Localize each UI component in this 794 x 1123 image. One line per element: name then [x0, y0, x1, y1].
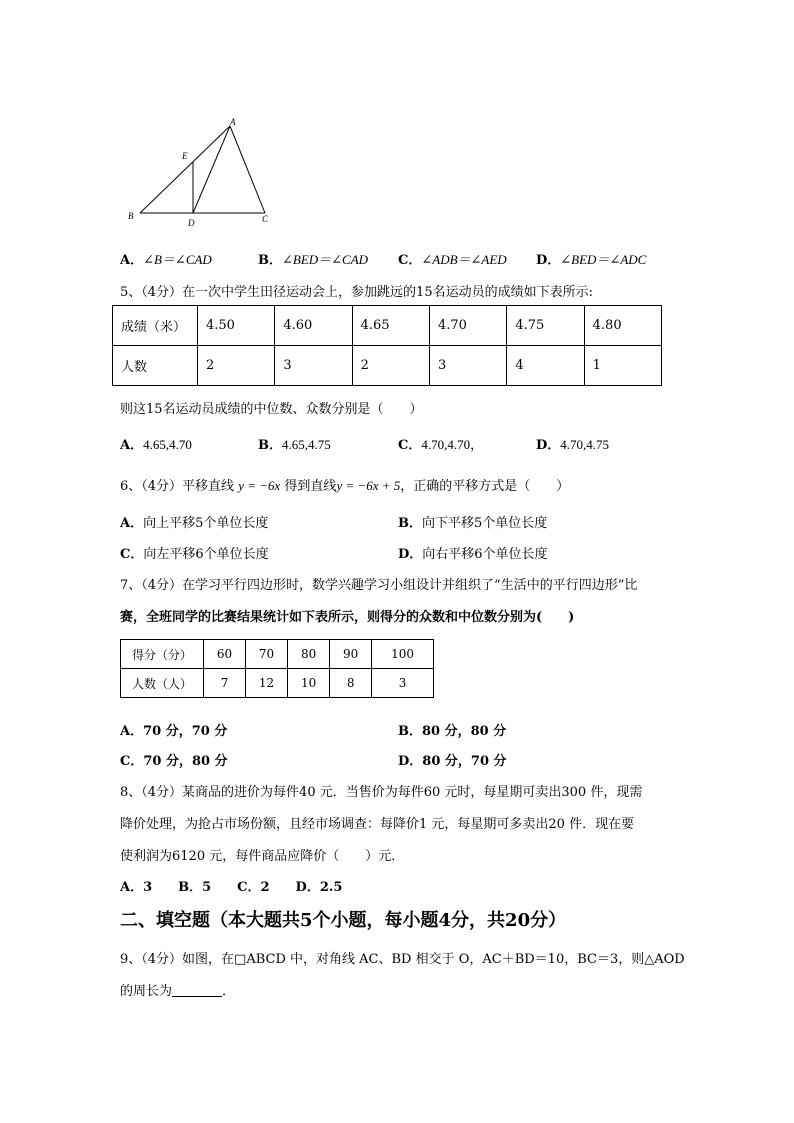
segment-ad	[193, 126, 230, 213]
triangle-figure	[120, 112, 280, 232]
table-cell: 人数	[113, 346, 198, 386]
table-cell: 2	[198, 346, 275, 386]
q6-option-b: B．向下平移5个单位长度	[398, 516, 548, 531]
q5-option-a: A．4.65,4.70	[120, 437, 192, 453]
label-d: D	[188, 218, 195, 228]
table-cell: 4.75	[507, 306, 584, 346]
q4-option-a: A．∠B＝∠CAD	[120, 252, 212, 268]
q5-question: 则这15名运动员成绩的中位数、众数分别是（ ）	[120, 402, 423, 417]
table-cell: 90	[330, 640, 372, 669]
table-cell: 10	[288, 669, 330, 698]
q9-stem-line2: 的周长为 ．	[120, 984, 236, 999]
q8-stem-line1: 8、（4分）某商品的进价为每件40 元．当售价为每件60 元时，每星期可卖出300 件，现需	[120, 785, 643, 800]
q4-option-b: B．∠BED＝∠CAD	[258, 252, 369, 268]
q6-option-c: C．向左平移6个单位长度	[120, 547, 269, 562]
table-cell: 7	[204, 669, 246, 698]
table-cell: 4.50	[198, 306, 275, 346]
table-cell: 12	[246, 669, 288, 698]
q5-option-b: B．4.65,4.75	[258, 437, 331, 453]
table-cell: 70	[246, 640, 288, 669]
q4-option-d: D．∠BED＝∠ADC	[536, 252, 647, 268]
table-cell: 4.80	[584, 306, 661, 346]
table-row	[121, 669, 434, 698]
table-cell: 3	[372, 669, 434, 698]
table-row	[121, 640, 434, 669]
table-cell: 80	[288, 640, 330, 669]
table-cell: 4.65	[352, 306, 429, 346]
table-cell: 4	[507, 346, 584, 386]
q8-stem-line2: 降价处理，为抢占市场份额，且经市场调查：每降价1 元，每星期可多卖出20 件．现在要	[120, 817, 635, 832]
section-heading: 二、填空题（本大题共5个小题，每小题4分，共20分）	[120, 910, 567, 931]
q9-stem-line1: 9、（4分）如图，在□ABCD 中，对角线 AC、BD 相交于 O，AC＋BD＝10，BC＝3，则△AOD	[120, 952, 685, 967]
q5-table	[112, 305, 662, 386]
label-b: B	[128, 211, 134, 221]
table-cell: 60	[204, 640, 246, 669]
q6-option-a: A．向上平移5个单位长度	[120, 516, 269, 531]
label-e: E	[182, 151, 188, 161]
table-cell: 4.70	[429, 306, 506, 346]
table-cell: 得分（分）	[121, 640, 204, 669]
table-cell: 2	[352, 346, 429, 386]
segment-ab	[140, 126, 230, 213]
q7-option-c: C．70 分，80 分	[120, 754, 228, 769]
q6-stem: 6、（4分）平移直线 y = −6x 得到直线y = −6x + 5，正确的平移方式是（ ）	[120, 478, 570, 494]
table-cell: 3	[429, 346, 506, 386]
q5-option-c: C．4.70,4.70，	[398, 437, 484, 453]
table-cell: 8	[330, 669, 372, 698]
q8-options: A．3 B．5 C．2 D．2.5	[120, 880, 343, 895]
label-c: C	[262, 214, 269, 224]
table-row	[113, 346, 662, 386]
segment-ac	[230, 126, 265, 213]
table-cell: 100	[372, 640, 434, 669]
q7-stem-line1: 7、（4分）在学习平行四边形时，数学兴趣学习小组设计并组织了“生活中的平行四边形”比	[120, 578, 638, 593]
q7-option-d: D．80 分，70 分	[398, 754, 507, 769]
q6-option-d: D．向右平移6个单位长度	[398, 547, 548, 562]
table-cell: 1	[584, 346, 661, 386]
q4-option-c: C．∠ADB＝∠AED	[398, 252, 507, 268]
table-cell: 人数（人）	[121, 669, 204, 698]
table-cell: 3	[275, 346, 352, 386]
label-a: A	[230, 117, 236, 127]
q8-stem-line3: 使利润为6120 元，每件商品应降价（ ）元．	[120, 849, 405, 864]
q5-stem: 5、（4分）在一次中学生田径运动会上，参加跳远的15名运动员的成绩如下表所示:	[120, 285, 593, 300]
q7-table	[120, 639, 434, 698]
q7-stem-line2: 赛，全班同学的比赛结果统计如下表所示，则得分的众数和中位数分别为( )	[120, 610, 575, 625]
q7-option-b: B．80 分，80 分	[398, 724, 507, 739]
q7-option-a: A．70 分，70 分	[120, 724, 228, 739]
table-cell: 成绩（米）	[113, 306, 198, 346]
answer-blank[interactable]	[172, 984, 222, 997]
q5-option-d: D．4.70,4.75	[536, 437, 610, 453]
table-row	[113, 306, 662, 346]
table-cell: 4.60	[275, 306, 352, 346]
